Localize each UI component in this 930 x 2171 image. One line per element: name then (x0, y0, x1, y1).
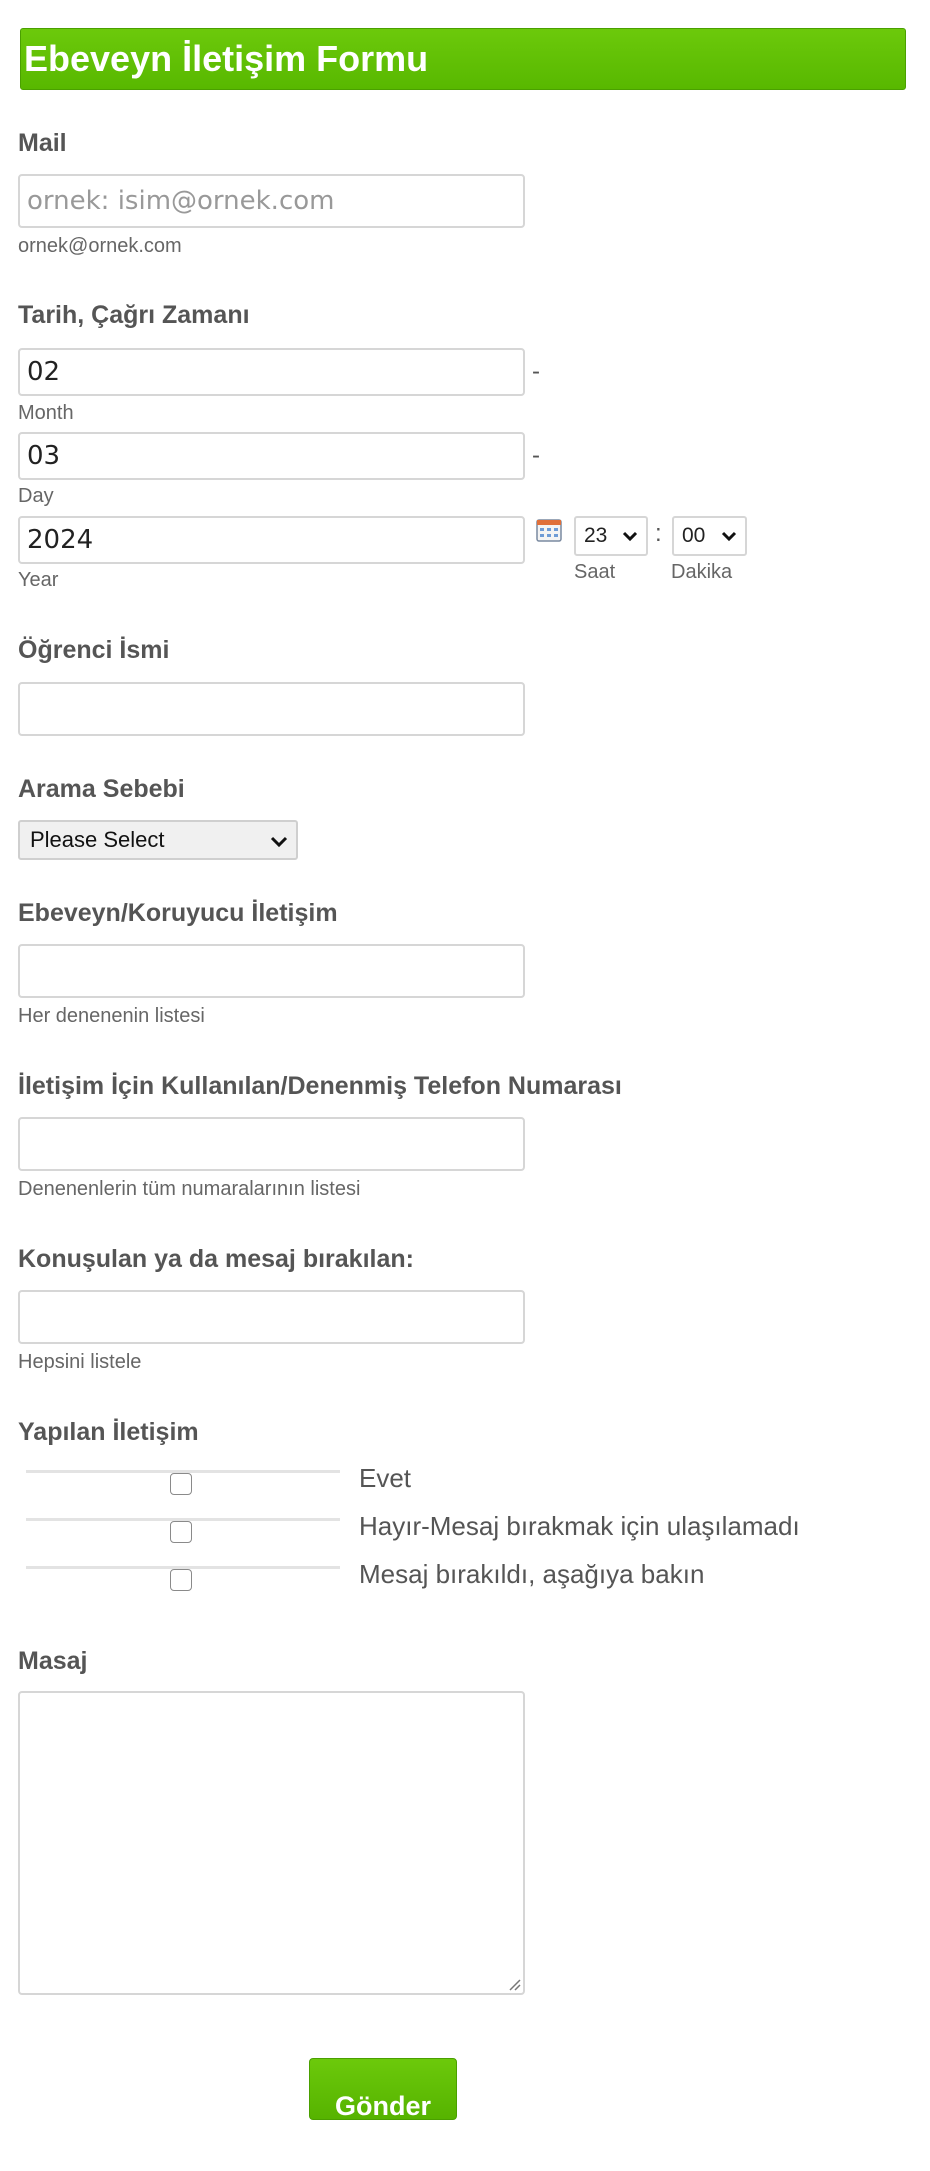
time-colon: : (655, 520, 662, 547)
month-input[interactable] (18, 348, 525, 396)
checkbox-message-left[interactable] (170, 1569, 192, 1591)
chevron-down-icon (270, 829, 288, 853)
date-separator: - (532, 442, 540, 469)
year-label: Year (18, 569, 59, 591)
year-input[interactable] (18, 516, 525, 564)
phone-numbers-hint: Denenenlerin tüm numaralarının listesi (18, 1178, 361, 1200)
option-label-unreachable: Hayır-Mesaj bırakmak için ulaşılamadı (359, 1511, 800, 1541)
submit-button[interactable]: Gönder (309, 2058, 457, 2120)
chevron-down-icon (721, 524, 737, 548)
spoken-to-label: Konuşulan ya da mesaj bırakılan: (18, 1245, 414, 1273)
student-name-label: Öğrenci İsmi (18, 636, 170, 664)
day-label: Day (18, 485, 54, 507)
guardian-contact-label: Ebeveyn/Koruyucu İletişim (18, 899, 338, 927)
day-input[interactable] (18, 432, 525, 480)
month-label: Month (18, 402, 74, 424)
phone-numbers-input[interactable] (18, 1117, 525, 1171)
minute-label: Dakika (671, 561, 733, 583)
option-label-message-left: Mesaj bırakıldı, aşağıya bakın (359, 1559, 705, 1589)
spoken-to-input[interactable] (18, 1290, 525, 1344)
resize-grip-icon[interactable] (507, 1977, 521, 1991)
checkbox-unreachable[interactable] (170, 1521, 192, 1543)
call-reason-label: Arama Sebebi (18, 775, 185, 803)
date-separator: - (532, 358, 540, 385)
datetime-label: Tarih, Çağrı Zamanı (18, 301, 250, 329)
minute-select[interactable]: 00 (672, 516, 747, 556)
calendar-icon[interactable] (536, 518, 562, 542)
option-label-yes: Evet (359, 1463, 412, 1493)
phone-numbers-label: İletişim İçin Kullanılan/Denenmiş Telefon Numarası (18, 1072, 622, 1100)
mail-label: Mail (18, 129, 67, 157)
message-label: Masaj (18, 1647, 88, 1675)
mail-hint: ornek@ornek.com (18, 235, 182, 257)
call-reason-select[interactable]: Please Select (18, 820, 298, 860)
student-name-input[interactable] (18, 682, 525, 736)
spoken-to-hint: Hepsini listele (18, 1351, 142, 1373)
form-header (20, 28, 906, 90)
mail-input[interactable] (18, 174, 525, 228)
hour-label: Saat (574, 561, 616, 583)
hour-select[interactable]: 23 (574, 516, 648, 556)
guardian-contact-hint: Her denenenin listesi (18, 1005, 205, 1027)
contact-made-label: Yapılan İletişim (18, 1418, 199, 1446)
chevron-down-icon (622, 524, 638, 548)
guardian-contact-input[interactable] (18, 944, 525, 998)
checkbox-yes[interactable] (170, 1473, 192, 1495)
form-title: Ebeveyn İletişim Formu (24, 38, 429, 79)
message-textarea[interactable] (18, 1691, 525, 1995)
